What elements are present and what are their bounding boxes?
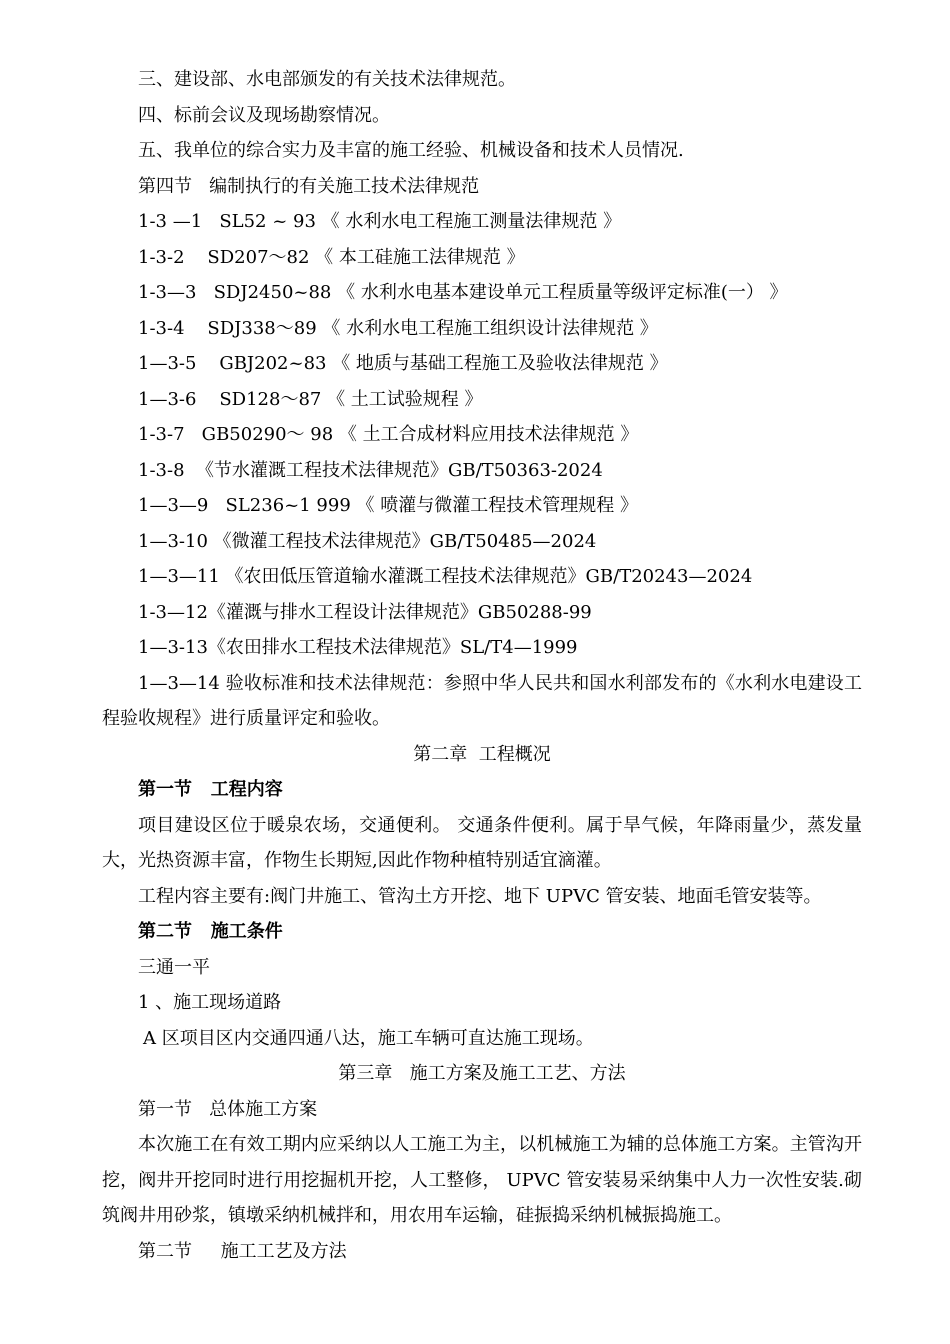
document-body: [102, 62, 862, 1269]
standard-item: 1—3-5 GBJ202~83 《 地质与基础工程施工及验收法律规范 》: [138, 353, 668, 374]
standard-item: 1-3—3 SDJ2450~88 《 水利水电基本建设单元工程质量等级评定标准(一） 》: [138, 282, 788, 303]
acceptance-paragraph: 1—3—14 验收标准和技术法律规范：参照中华人民共和国水利部发布的《水利水电建设工程验收规程》进行质量评定和验收。: [102, 672, 862, 729]
standard-item: 1-3—12《灌溉与排水工程设计法律规范》GB50288-99: [138, 601, 592, 623]
plan-paragraph: 本次施工在有效工期内应采纳以人工施工为主，以机械施工为辅的总体施工方案。主管沟开挖，阀井开挖同时进行用挖掘机开挖，人工整修， UPVC 管安装易采纳集中人力一次性安装.砌筑阀井用砂浆，镇墩采纳机械拌和，用农用车运输，硅振捣采纳机械振捣施工。: [102, 1134, 862, 1226]
ch3-section-1-title: 第一节 总体施工方案: [138, 1098, 318, 1120]
company-strength-line: 五、我单位的综合实力及丰富的施工经验、机械设备和技术人员情况.: [138, 140, 684, 161]
section-2-title: 第二节 施工条件: [138, 921, 283, 942]
scope-paragraph: 工程内容主要有:阀门井施工、管沟土方开挖、地下 UPVC 管安装、地面毛管安装等。: [138, 885, 822, 907]
chapter-3-title: 第三章 施工方案及施工工艺、方法: [338, 1063, 626, 1084]
standard-item: 1-3-7 GB50290～ 98 《 土工合成材料应用技术法律规范 》: [138, 424, 639, 445]
site-paragraph: 项目建设区位于暖泉农场，交通便利。 交通条件便利。属于旱气候，年降雨量少，蒸发量大，光热资源丰富，作物生长期短,因此作物种植特别适宜滴灌。: [102, 814, 862, 871]
standard-item: 1-3 —1 SL52 ~ 93 《 水利水电工程施工测量法律规范 》: [138, 211, 622, 232]
three-one-line: 三通一平: [138, 956, 210, 978]
standard-item: 1—3—11 《农田低压管道输水灌溉工程技术法律规范》GB/T20243—2024: [138, 566, 753, 587]
standard-item: 1—3-6 SD128～87 《 土工试验规程 》: [138, 388, 483, 410]
site-road-line: 1 、施工现场道路: [138, 992, 282, 1013]
chapter-2-title: 第二章 工程概况: [413, 743, 551, 765]
ch3-section-2-title: 第二节 施工工艺及方法: [138, 1240, 347, 1262]
standard-item: 1—3-10 《微灌工程技术法律规范》GB/T50485—2024: [138, 530, 597, 552]
standard-item: 1-3-2 SD207～82 《 本工硅施工法律规范 》: [138, 246, 525, 268]
standard-item: 1—3—9 SL236~1 999 《 喷灌与微灌工程技术管理规程 》: [138, 495, 638, 516]
regulation-source-line: 三、建设部、水电部颁发的有关技术法律规范。: [138, 69, 516, 90]
section-heading: 第四节 编制执行的有关施工技术法律规范: [138, 175, 480, 197]
standard-item: 1—3-13《农田排水工程技术法律规范》SL/T4—1999: [138, 637, 578, 658]
bid-meeting-line: 四、标前会议及现场勘察情况。: [138, 104, 390, 126]
standard-item: 1-3-4 SDJ338～89 《 水利水电工程施工组织设计法律规范 》: [138, 317, 658, 339]
area-a-line: A 区项目区内交通四通八达，施工车辆可直达施工现场。: [143, 1027, 594, 1049]
section-1-title: 第一节 工程内容: [138, 779, 283, 800]
standard-item: 1-3-8 《节水灌溉工程技术法律规范》GB/T50363-2024: [138, 459, 603, 481]
